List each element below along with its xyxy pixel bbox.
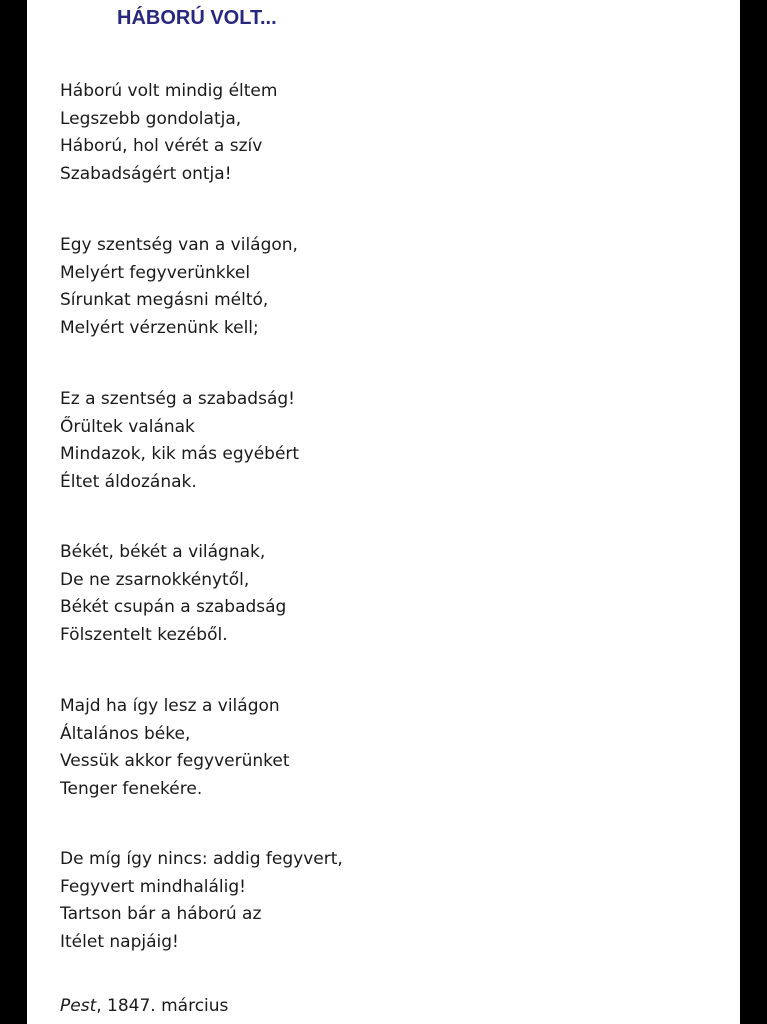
poem-line: Ez a szentség a szabadság!: [60, 389, 295, 409]
poem-page: [27, 0, 740, 1024]
stanza-3: [60, 386, 299, 496]
poem-line: Tartson bár a háború az: [60, 904, 262, 924]
poem-line: Mindazok, kik más egyébért: [60, 444, 300, 464]
poem-line: Melyért vérzenünk kell;: [60, 317, 259, 338]
poem-line: Őrültek valának: [60, 416, 195, 437]
stanza-6: [60, 846, 343, 956]
poem-line: Vessük akkor fegyverünket: [60, 751, 290, 771]
poem-line: Fölszentelt kezéből.: [60, 624, 228, 645]
poem-line: Egy szentség van a világon,: [60, 235, 298, 255]
stanza-5: [60, 693, 290, 803]
poem-line: Háború volt mindig éltem: [60, 81, 278, 101]
dateline-place: Pest: [60, 996, 97, 1016]
poem-line: Majd ha így lesz a világon: [60, 696, 280, 716]
stanza-2: [60, 232, 298, 342]
poem-line: Fegyvert mindhalálig!: [60, 876, 246, 897]
poem-line: Itélet napjáig!: [60, 931, 179, 952]
poem-line: De ne zsarnokkénytől,: [60, 569, 250, 590]
stanza-1: [60, 78, 277, 188]
poem-line: Békét csupán a szabadság: [60, 597, 287, 617]
poem-line: Általános béke,: [60, 723, 191, 744]
poem-line: Éltet áldozának.: [60, 471, 197, 492]
dateline-date: , 1847. március: [96, 996, 229, 1016]
poem-line: Tenger fenekére.: [60, 778, 203, 799]
stanza-4: [60, 539, 286, 649]
poem-line: Szabadságért ontja!: [60, 163, 232, 184]
poem-line: Békét, békét a világnak,: [60, 542, 266, 562]
poem-dateline: [60, 994, 228, 1018]
poem-line: Melyért fegyverünkkel: [60, 262, 251, 283]
poem-title: HÁBORÚ VOLT...: [117, 7, 277, 29]
poem-line: Legszebb gondolatja,: [60, 108, 242, 129]
poem-line: De míg így nincs: addig fegyvert,: [60, 849, 343, 869]
poem-line: Sírunkat megásni méltó,: [60, 290, 269, 310]
poem-line: Háború, hol vérét a szív: [60, 136, 263, 156]
